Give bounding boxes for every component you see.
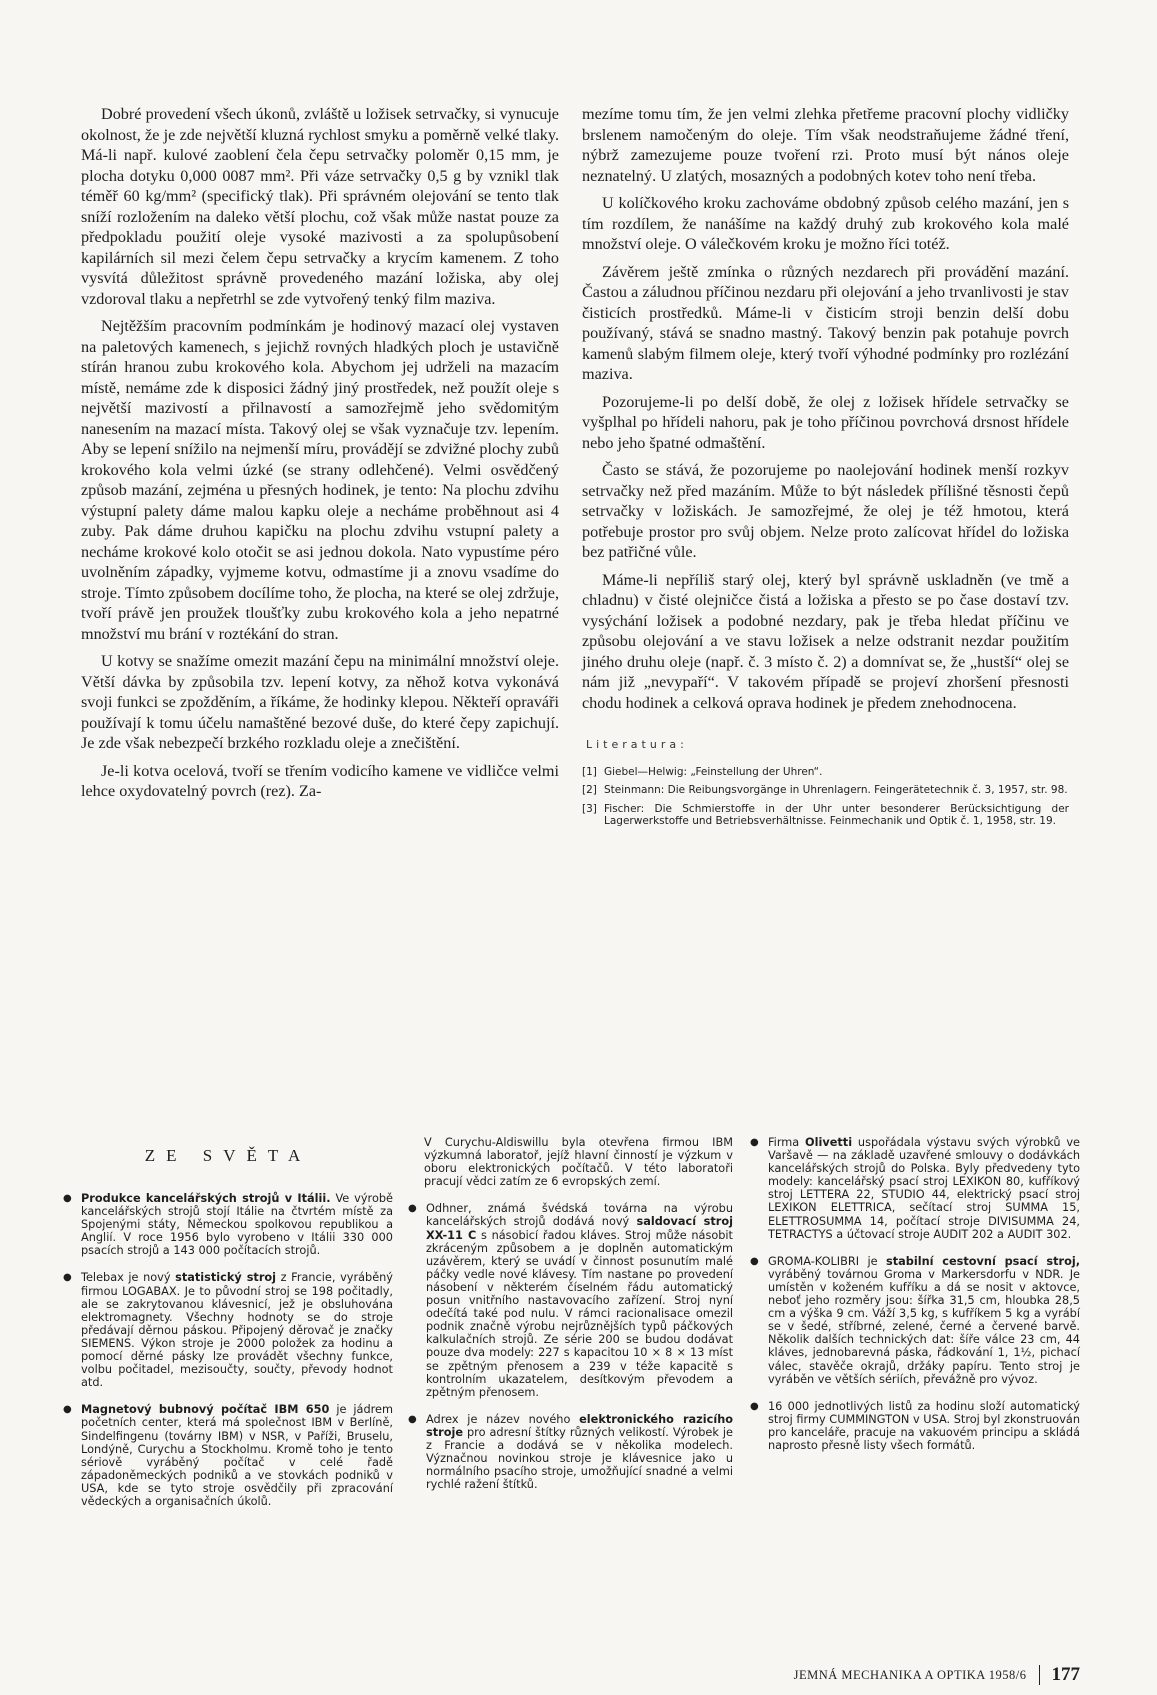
page-footer bbox=[710, 1664, 1080, 1686]
reference-list bbox=[582, 766, 1069, 828]
news-item-text: z Francie, vyráběný firmou LOGABAX. Je to původní stroj se 198 počitadly, ale se zakrytovanou klávesnicí, jež je obsluhována elektromagnety. Všechny hodnoty se do stroje předávají děrnou páskou. Připojený děrovač je značky SIEMENS. Výkon stroje je 2000 položek za hodinu a pomocí děrné pásky lze provádět všechny funkce, volbu počitadel, mezisoučty, součty, převody hodnot atd. bbox=[81, 1271, 393, 1390]
news-item bbox=[63, 1403, 393, 1508]
news-item-headline: elektronického razicího stroje bbox=[426, 1412, 733, 1439]
article-paragraph: mezíme tomu tím, že jen velmi zlehka přetřeme pracovní plochy vidličky brslenem namočeným do oleje. Tím však neodstraňujeme žádné tření, nýbrž zamezujeme pouze tvoření rzi. Proto musí být nános oleje neznatelný. U zlatých, mosazných a podobných kotev toho není třeba. bbox=[582, 105, 1069, 185]
page-number: 177 bbox=[1051, 1664, 1080, 1685]
news-item-headline: Olivetti bbox=[805, 1136, 853, 1149]
news-item-body bbox=[81, 1271, 393, 1389]
article-paragraph: Často se stává, že pozorujeme po naolejování hodinek menší rozkyv setrvačky než před mazáním. Může to být následek přílišné těsnosti čepů setrvačky v ložiskách. Je samozřejmé, že olej je též hmotou, která potřebuje prostor pro svůj objem. Nelze proto zalícovat hřídel do ložiska bez patřičné vůle. bbox=[582, 461, 1069, 561]
news-item bbox=[750, 1400, 1080, 1452]
news-item-headline: stabilní cestovní psací stroj, bbox=[886, 1254, 1081, 1268]
news-item-headline: statistický stroj bbox=[175, 1271, 277, 1285]
article-paragraph: Máme-li nepříliš starý olej, který byl správně uskladněn (ve tmě a chladnu) v čisté olejničce čistá a ložiska a přesto se po čase dostaví tzv. vysýchání ložisek a podobné nezdary, pak je třeba hledat příčinu ve způsobu olejování a ve stavu ložisek a nelze odstranit nezdar použitím jiného druhu oleje (např. č. 3 místo č. 2) a domnívat se, že „hustší“ olej se nám již „nevypaří“. V takovém případě se projeví zhoršení přesnosti chodu hodinek a celková oprava hodinek je předem znehodnocena. bbox=[582, 570, 1069, 712]
news-item-body bbox=[81, 1192, 393, 1257]
news-item-body bbox=[426, 1202, 733, 1398]
bullet-icon: ● bbox=[750, 1255, 759, 1267]
news-item-text: Ve výrobě kancelářských strojů stojí Itálie na čtvrtém místě za Spojenými státy, Německou spolkovou republikou a Anglií. V roce 1956 bylo vyrobeno v Itálii 330 000 psacích strojů a 143 000 počítacích strojů. bbox=[81, 1192, 393, 1258]
news-item-text: 16 000 jednotlivých listů za hodinu složí automatický stroj firmy CUMMINGTON v USA. Stroj byl zkonstruován pro kanceláře, pracuje na vakuovém principu a skládá naprosto přesně listy všech formátů. bbox=[768, 1399, 1080, 1452]
article-paragraph: Nejtěžším pracovním podmínkám je hodinový mazací olej vystaven na paletových kamenech, s jejichž rovných hladkých ploch je ustavičně stírán hranou zubu krokového kola. Abychom jej udrželi na mazacím místě, nemáme zde k disposici žádný jiný prostředek, než použít oleje s největší mazivostí a přilnavostí a samozřejmě jeho svědomitým nanesením na mazací místa. Takový olej se však vyznačuje tzv. lepením. Aby se lepení snížilo na nejmenší míru, provádějí se zdvižné plochy zubů krokového kola velmi úzké (se strany odlehčené). Velmi osvědčený způsob mazání, zejména u přesných hodinek, je tento: Na plochu zdvihu výstupní palety dáme malou kapku oleje a necháme proběhnout asi 4 zuby. Pak dáme druhou kapičku na plochu zdvihu vstupní palety a necháme krokové kolo otočit se asi jednou dokola. Nato vypustíme péro uvolněním západky, vyjmeme kotvu, odmastíme ji a znovu vsadíme do stroje. Tímto způsobem docílíme toho, že plocha, na které se olej zdržuje, tvoří právě jen proužek tloušťky zubu krokového kola a jeho nepatrné množství mu brání v roztékání do stran. bbox=[81, 317, 559, 643]
literature-heading: Literatura: bbox=[586, 738, 688, 751]
news-item-lead: Firma bbox=[768, 1136, 806, 1149]
news-item bbox=[408, 1413, 733, 1492]
news-column-1 bbox=[63, 1192, 393, 1522]
news-item-continued: V Curychu-Aldiswillu byla otevřena firmou IBM výzkumná laboratoř, jejíž hlavní činností je výzkum v oboru elektronických počítačů. V této laboratoři pracují vědci zatím ze 6 evropských zemí. bbox=[424, 1136, 733, 1189]
news-item-body bbox=[81, 1403, 393, 1508]
article-paragraph: Pozorujeme-li po delší době, že olej z ložisek hřídele setrvačky se vyšplhal po hřídeli nahoru, pak je toho příčinou povrchová drsnost hřídele nebo jeho špatné odmaštění. bbox=[582, 392, 1069, 452]
news-item-lead: Telebax je nový bbox=[81, 1271, 176, 1285]
article-paragraph: Je-li kotva ocelová, tvoří se třením vodicího kamene ve vidličce velmi lehce oxydovatelný povrch (rez). Za- bbox=[81, 761, 559, 800]
news-item-headline: Produkce kancelářských strojů v Itálii. bbox=[81, 1192, 331, 1205]
bullet-icon: ● bbox=[750, 1137, 759, 1148]
news-item-body bbox=[768, 1255, 1080, 1386]
news-column-2 bbox=[408, 1136, 733, 1505]
reference-text: Fischer: Die Schmierstoffe in der Uhr unter besonderer Berücksichtigung der Lagerwerkstoffe und Betriebsverhältnisse. Feinmechanik und Optik č. 1, 1958, str. 19. bbox=[604, 802, 1069, 827]
article-paragraph: Závěrem ještě zmínka o různých nezdarech při provádění mazání. Častou a záludnou příčinou nezdaru při olejování a jeho trvanlivosti je stav čisticích prostředků. Máme-li v čisticím stroji benzin delší dobu používaný, stává se snadno mastný. Takový benzin pak potahuje povrch kamenů slabým filmem oleje, který tvoří výhodné podmínky pro rozlézání maziva. bbox=[582, 262, 1069, 383]
news-item-text: pro adresní štítky různých velikostí. Výrobek je z Francie a dodává se v několika modelech. Význačnou novinkou stroje je klávesnice jako u normálního psacího stroje, umožňující snadné a velmi rychlé ražení štítků. bbox=[426, 1425, 733, 1492]
news-item bbox=[408, 1202, 733, 1398]
bullet-icon: ● bbox=[63, 1404, 72, 1416]
news-item bbox=[63, 1192, 393, 1257]
news-item-body bbox=[768, 1400, 1080, 1452]
news-item bbox=[750, 1255, 1080, 1386]
article-column-left bbox=[81, 104, 559, 809]
reference-text: Steinmann: Die Reibungsvorgänge in Uhrenlagern. Feingerätetechnik č. 3, 1957, str. 98. bbox=[604, 784, 1068, 796]
reference-number: [3] bbox=[582, 802, 597, 815]
news-item-body bbox=[768, 1136, 1080, 1241]
article-paragraph: U kotvy se snažíme omezit mazání čepu na minimální množství oleje. Větší dávka by způsobila tzv. lepení kotvy, za něhož kotva vykonává svoji funkci se zpožděním, a říkáme, že hodinky klepou. Někteří opraváři používají k tomu účelu namaštěné bezové duše, do které čepy zapichují. Je zde však nebezpečí brzkého rozkladu oleje a znečištění. bbox=[81, 652, 559, 752]
bullet-icon: ● bbox=[63, 1193, 72, 1204]
article-paragraph: Dobré provedení všech úkonů, zvláště u ložisek setrvačky, si vynucuje okolnost, že je zde největší kluzná rychlost smyku a poměrně velké tlaky. Má-li např. kulové zaoblení čela čepu setrvačky poloměr 0,15 mm, je plocha dotyku 0,000 0087 mm². Při váze setrvačky 0,5 g by vznikl tlak téměř 60 kg/mm² (specifický tlak). Při správném olejování se tento tlak sníží rozložením na daleko větší plochu, což však může nastat pouze za předpokladu použití oleje vysoké mazivosti a za spolupůsobení kapilárních sil mezi čelem čepu setrvačky a krycím kamenem. Z toho vysvítá důležitost správně provedeného mazání ložiska, aby olej vzdoroval tlaku a nepřetrhl se zde vytvořený tenký film maziva. bbox=[81, 105, 559, 308]
bullet-icon: ● bbox=[63, 1272, 72, 1284]
reference-text: Giebel—Helwig: „Feinstellung der Uhren“. bbox=[604, 765, 823, 778]
news-item-body bbox=[426, 1413, 733, 1492]
article-column-right bbox=[582, 104, 1069, 834]
article-paragraph: U kolíčkového kroku zachováme obdobný způsob celého mazání, jen s tím rozdílem, že nanášíme na každý druhý zub krokového kola malé množství oleje. O válečkovém kroku je možno říci totéž. bbox=[582, 194, 1069, 253]
news-item-lead: GROMA-KOLIBRI je bbox=[768, 1254, 887, 1268]
news-item bbox=[750, 1136, 1080, 1241]
news-item-lead: Adrex je název nového bbox=[426, 1412, 580, 1426]
news-item-headline: Magnetový bubnový počítač IBM 650 bbox=[81, 1403, 330, 1417]
bullet-icon: ● bbox=[750, 1400, 759, 1412]
footer-divider bbox=[1039, 1665, 1040, 1685]
bullet-icon: ● bbox=[408, 1203, 417, 1215]
reference-number: [2] bbox=[582, 784, 597, 796]
news-item-text: vyráběný továrnou Groma v Markersdorfu v NDR. Je umístěn v koženém kufříku a dá se nosit v aktovce, neboť jeho rozměry jsou: šířka 31,5 cm, hloubka 28,5 cm a výška 9 cm. Váží 3,5 kg, s kufříkem 5 kg a vyrábí se v šedé, stříbrné, zelené, černé a červené barvě. Několik dalších technických dat: šíře válce 23 cm, 44 kláves, jednobarevná páska, řádkování 1, 1½, pichací válec, stavěče okrajů, držáky papíru. Tento stroj je vyráběn ve větších sériích, převážně pro vývoz. bbox=[768, 1267, 1080, 1386]
news-item-headline: saldovací stroj XX-11 C bbox=[426, 1215, 733, 1242]
reference-item bbox=[582, 766, 1069, 779]
news-section-title: ZE SVĚTA bbox=[144, 1146, 312, 1165]
news-item bbox=[63, 1271, 393, 1389]
reference-number: [1] bbox=[582, 765, 597, 778]
news-item-text: s násobicí řadou kláves. Stroj může násobit zkráceným způsobem a je doplněn automatickým uzávěrem, který se uvádí v činnost posunutím malé páčky vedle nové klávesy. Tím nastane po provedení násobení v některém číselném řádu automatický posun vnitřního nastavovacího zařízení. Stroj nyní odečítá také pod nulu. V rámci racionalisace omezil podnik značně výrobu nejrůznějších typů páčkových kalkulačních strojů. Ze série 200 se budou dodávat pouze dva modely: 227 s kapacitou 10 × 8 × 13 míst se zpětným přenosem a 239 v téže kapacitě s kontrolním ukazatelem, desítkovým převodem a zpětným přenosem. bbox=[426, 1228, 733, 1399]
journal-name: JEMNÁ MECHANIKA A OPTIKA 1958/6 bbox=[793, 1667, 1027, 1682]
bullet-icon: ● bbox=[408, 1413, 417, 1425]
reference-item bbox=[582, 784, 1069, 797]
reference-item bbox=[582, 803, 1069, 828]
news-item-text: uspořádala výstavu svých výrobků ve Varšavě — na základě uzavřené smlouvy o dodávkách kancelářských strojů do Polska. Byly předvedeny tyto modely: kancelářský psací stroj LEXIKON 80, kufříkový stroj LETTERA 22, STUDIO 44, elektrický psací stroj LEXIKON ELETTRICA, sečítací stroj SUMMA 15, ELETTROSUMMA 14, počítací stroje DIVISUMMA 24, TETRACTYS a účtovací stroje AUDIT 202 a AUDIT 302. bbox=[768, 1136, 1081, 1241]
news-item-text: je jádrem početních center, která má společnost IBM v Berlíně, Sindelfingenu (továrny IBM) v NSR, v Paříži, Bruselu, Londýně, Curychu a Stockholmu. Kromě toho je tento sériově vyráběný počítač v celé řadě západoněmeckých podniků a ve stovkách podniků v USA, kde se tyto stroje osvědčily při zpracování vědeckých a organisačních úkolů. bbox=[81, 1403, 393, 1508]
news-column-3 bbox=[750, 1136, 1080, 1466]
news-item-lead: Odhner, známá švédská továrna na výrobu kancelářských strojů dodává nový bbox=[426, 1202, 733, 1229]
